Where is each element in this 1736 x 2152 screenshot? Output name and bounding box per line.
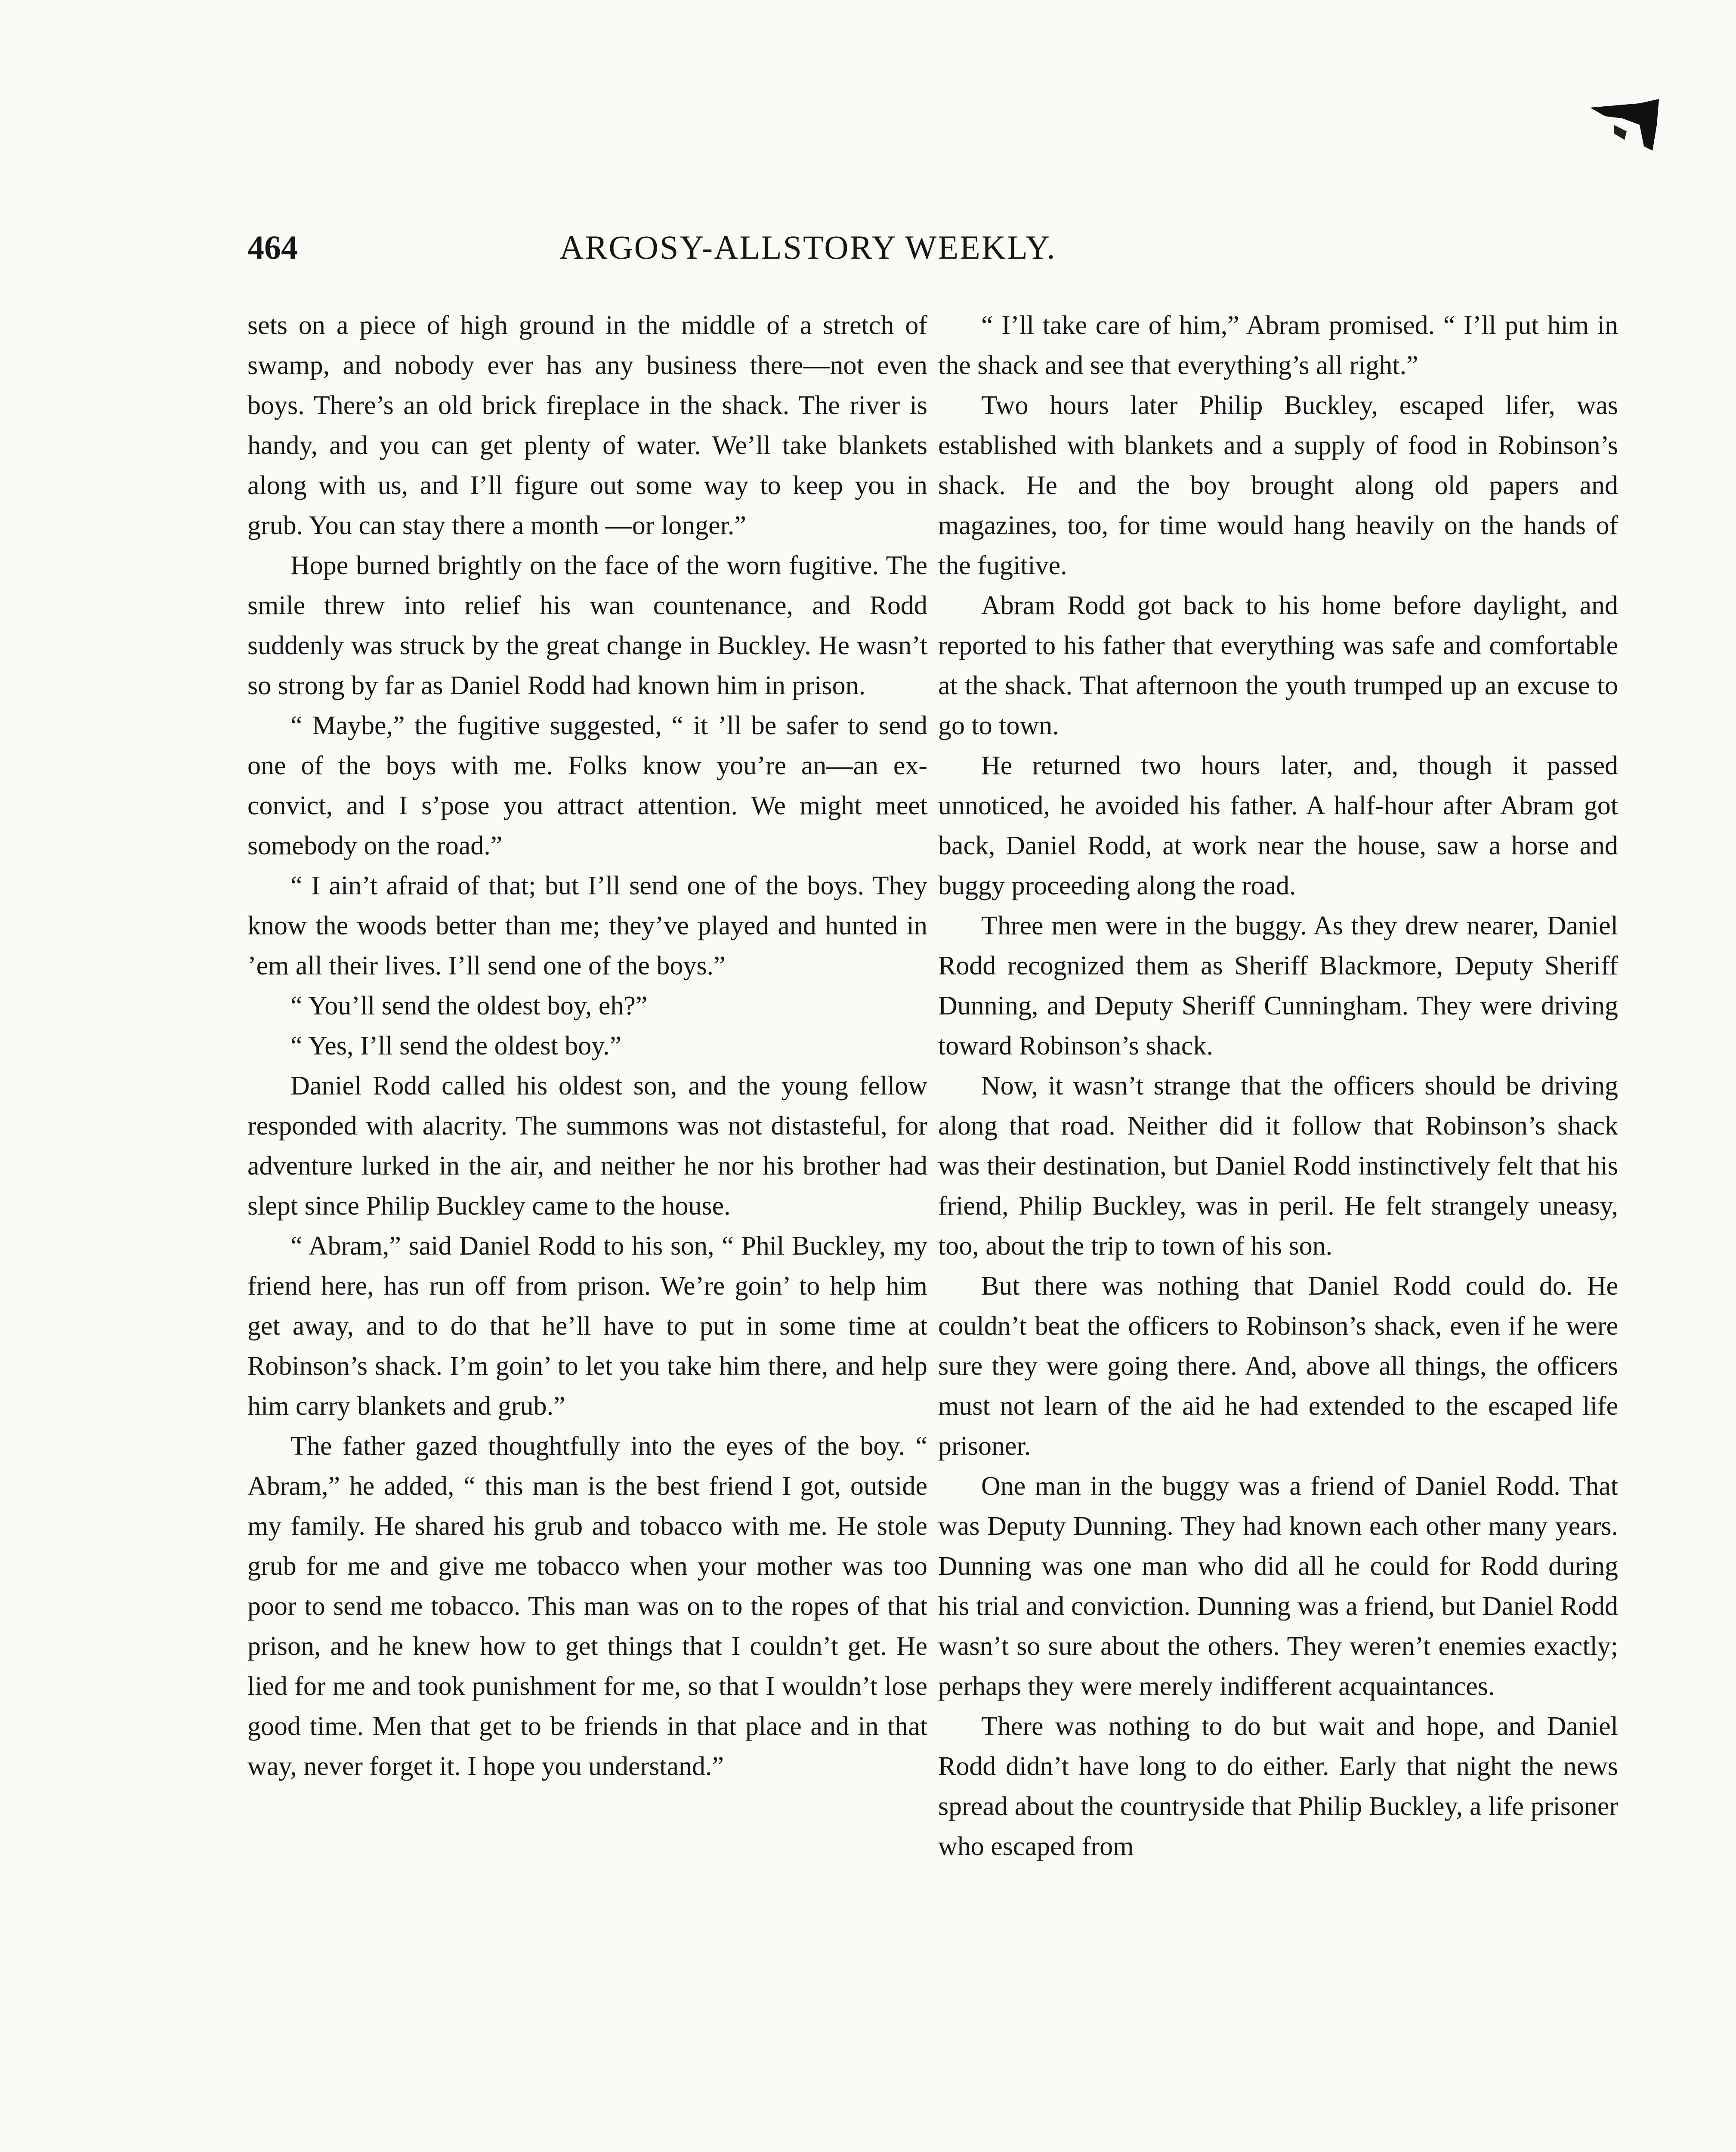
paragraph: But there was nothing that Daniel Rodd could do. He couldn’t beat the officers to Robinson’s shack, even if he were sure they were going there. And, above all things, the officers must not learn of the aid he had extended to the escaped life prisoner. — [938, 1271, 1618, 1461]
paragraph: Daniel Rodd called his oldest son, and the young fellow responded with alacrity. The summons was not distasteful, for adventure lurked in the air, and neither he nor his brother had slept since Philip Buckley came to the house. — [247, 1071, 927, 1221]
paragraph: He returned two hours later, and, though it passed unnoticed, he avoided his father. A half-hour after Abram got back, Daniel Rodd, at work near the house, saw a horse and buggy proceeding along the road. — [938, 751, 1618, 900]
paragraph: Two hours later Philip Buckley, escaped lifer, was established with blankets and a supply of food in Robinson’s shack. He and the boy brought along old papers and magazines, too, for time would hang heavily on the hands of the fugitive. — [938, 391, 1618, 580]
page-number: 464 — [247, 229, 298, 266]
paragraph: The father gazed thoughtfully into the eyes of the boy. “ Abram,” he added, “ this man is the best friend I got, outside my family. He shared his grub and tobacco with me. He stole grub for me and give me tobacco when your mother was too poor to send me tobacco. This man was on to the ropes of that prison, and he knew how to get things that I couldn’t get. He lied for me and took punishment for me, so that I wouldn’t lose good time. Men that get to be friends in that place and in that way, never forget it. I hope you understand.” — [247, 1432, 927, 1781]
ink-smudge-mark — [1588, 99, 1661, 155]
paragraph: One man in the buggy was a friend of Daniel Rodd. That was Deputy Dunning. They had known each other many years. Dunning was one man who did all he could for Rodd during his trial and conviction. Dunning was a friend, but Daniel Rodd wasn’t so sure about the others. They weren’t enemies exactly; perhaps they were merely indifferent acquaintances. — [938, 1472, 1618, 1701]
page-header — [0, 228, 1736, 288]
paragraph: Abram Rodd got back to his home before daylight, and reported to his father that everything was safe and comfortable at the shack. That afternoon the youth trumped up an excuse to go to town. — [938, 591, 1618, 740]
left-column — [247, 306, 927, 1787]
paragraph: “ Yes, I’ll send the oldest boy.” — [290, 1031, 622, 1061]
running-title: ARGOSY-ALLSTORY WEEKLY. — [559, 229, 1056, 266]
paragraph: “ I’ll take care of him,” Abram promised. “ I’ll put him in the shack and see that everything’s all right.” — [938, 311, 1618, 380]
right-column — [938, 306, 1618, 1867]
paragraph: Three men were in the buggy. As they drew nearer, Daniel Rodd recognized them as Sheriff Blackmore, Deputy Sheriff Dunning, and Deputy Sheriff Cunningham. They were driving toward Robinson’s shack. — [938, 911, 1618, 1061]
paragraph: “ You’ll send the oldest boy, eh?” — [290, 991, 648, 1020]
paragraph: “ Abram,” said Daniel Rodd to his son, “ Phil Buckley, my friend here, has run off from prison. We’re goin’ to help him get away, and to do that he’ll have to put in some time at Robinson’s shack. I’m goin’ to let you take him there, and help him carry blankets and grub.” — [247, 1231, 927, 1421]
paragraph: “ Maybe,” the fugitive suggested, “ it ’ll be safer to send one of the boys with me. Folks know you’re an—an ex-convict, and I s’pose you attract attention. We might meet somebody on the road.” — [247, 711, 927, 860]
paragraph: sets on a piece of high ground in the middle of a stretch of swamp, and nobody ever has any business there—not even boys. There’s an old brick fireplace in the shack. The river is handy, and you can get plenty of water. We’ll take blankets along with us, and I’ll figure out some way to keep you in grub. You can stay there a month —or longer.” — [247, 311, 927, 540]
paragraph: There was nothing to do but wait and hope, and Daniel Rodd didn’t have long to do either. Early that night the news spread about the countryside that Philip Buckley, a life prisoner who escaped from — [938, 1712, 1618, 1861]
paragraph: Hope burned brightly on the face of the worn fugitive. The smile threw into relief his wan countenance, and Rodd suddenly was struck by the great change in Buckley. He wasn’t so strong by far as Daniel Rodd had known him in prison. — [247, 551, 927, 700]
paragraph: Now, it wasn’t strange that the officers should be driving along that road. Neither did it follow that Robinson’s shack was their destination, but Daniel Rodd instinctively felt that his friend, Philip Buckley, was in peril. He felt strangely uneasy, too, about the trip to town of his son. — [938, 1071, 1618, 1261]
paragraph: “ I ain’t afraid of that; but I’ll send one of the boys. They know the woods better than me; they’ve played and hunted in ’em all their lives. I’ll send one of the boys.” — [247, 871, 927, 980]
